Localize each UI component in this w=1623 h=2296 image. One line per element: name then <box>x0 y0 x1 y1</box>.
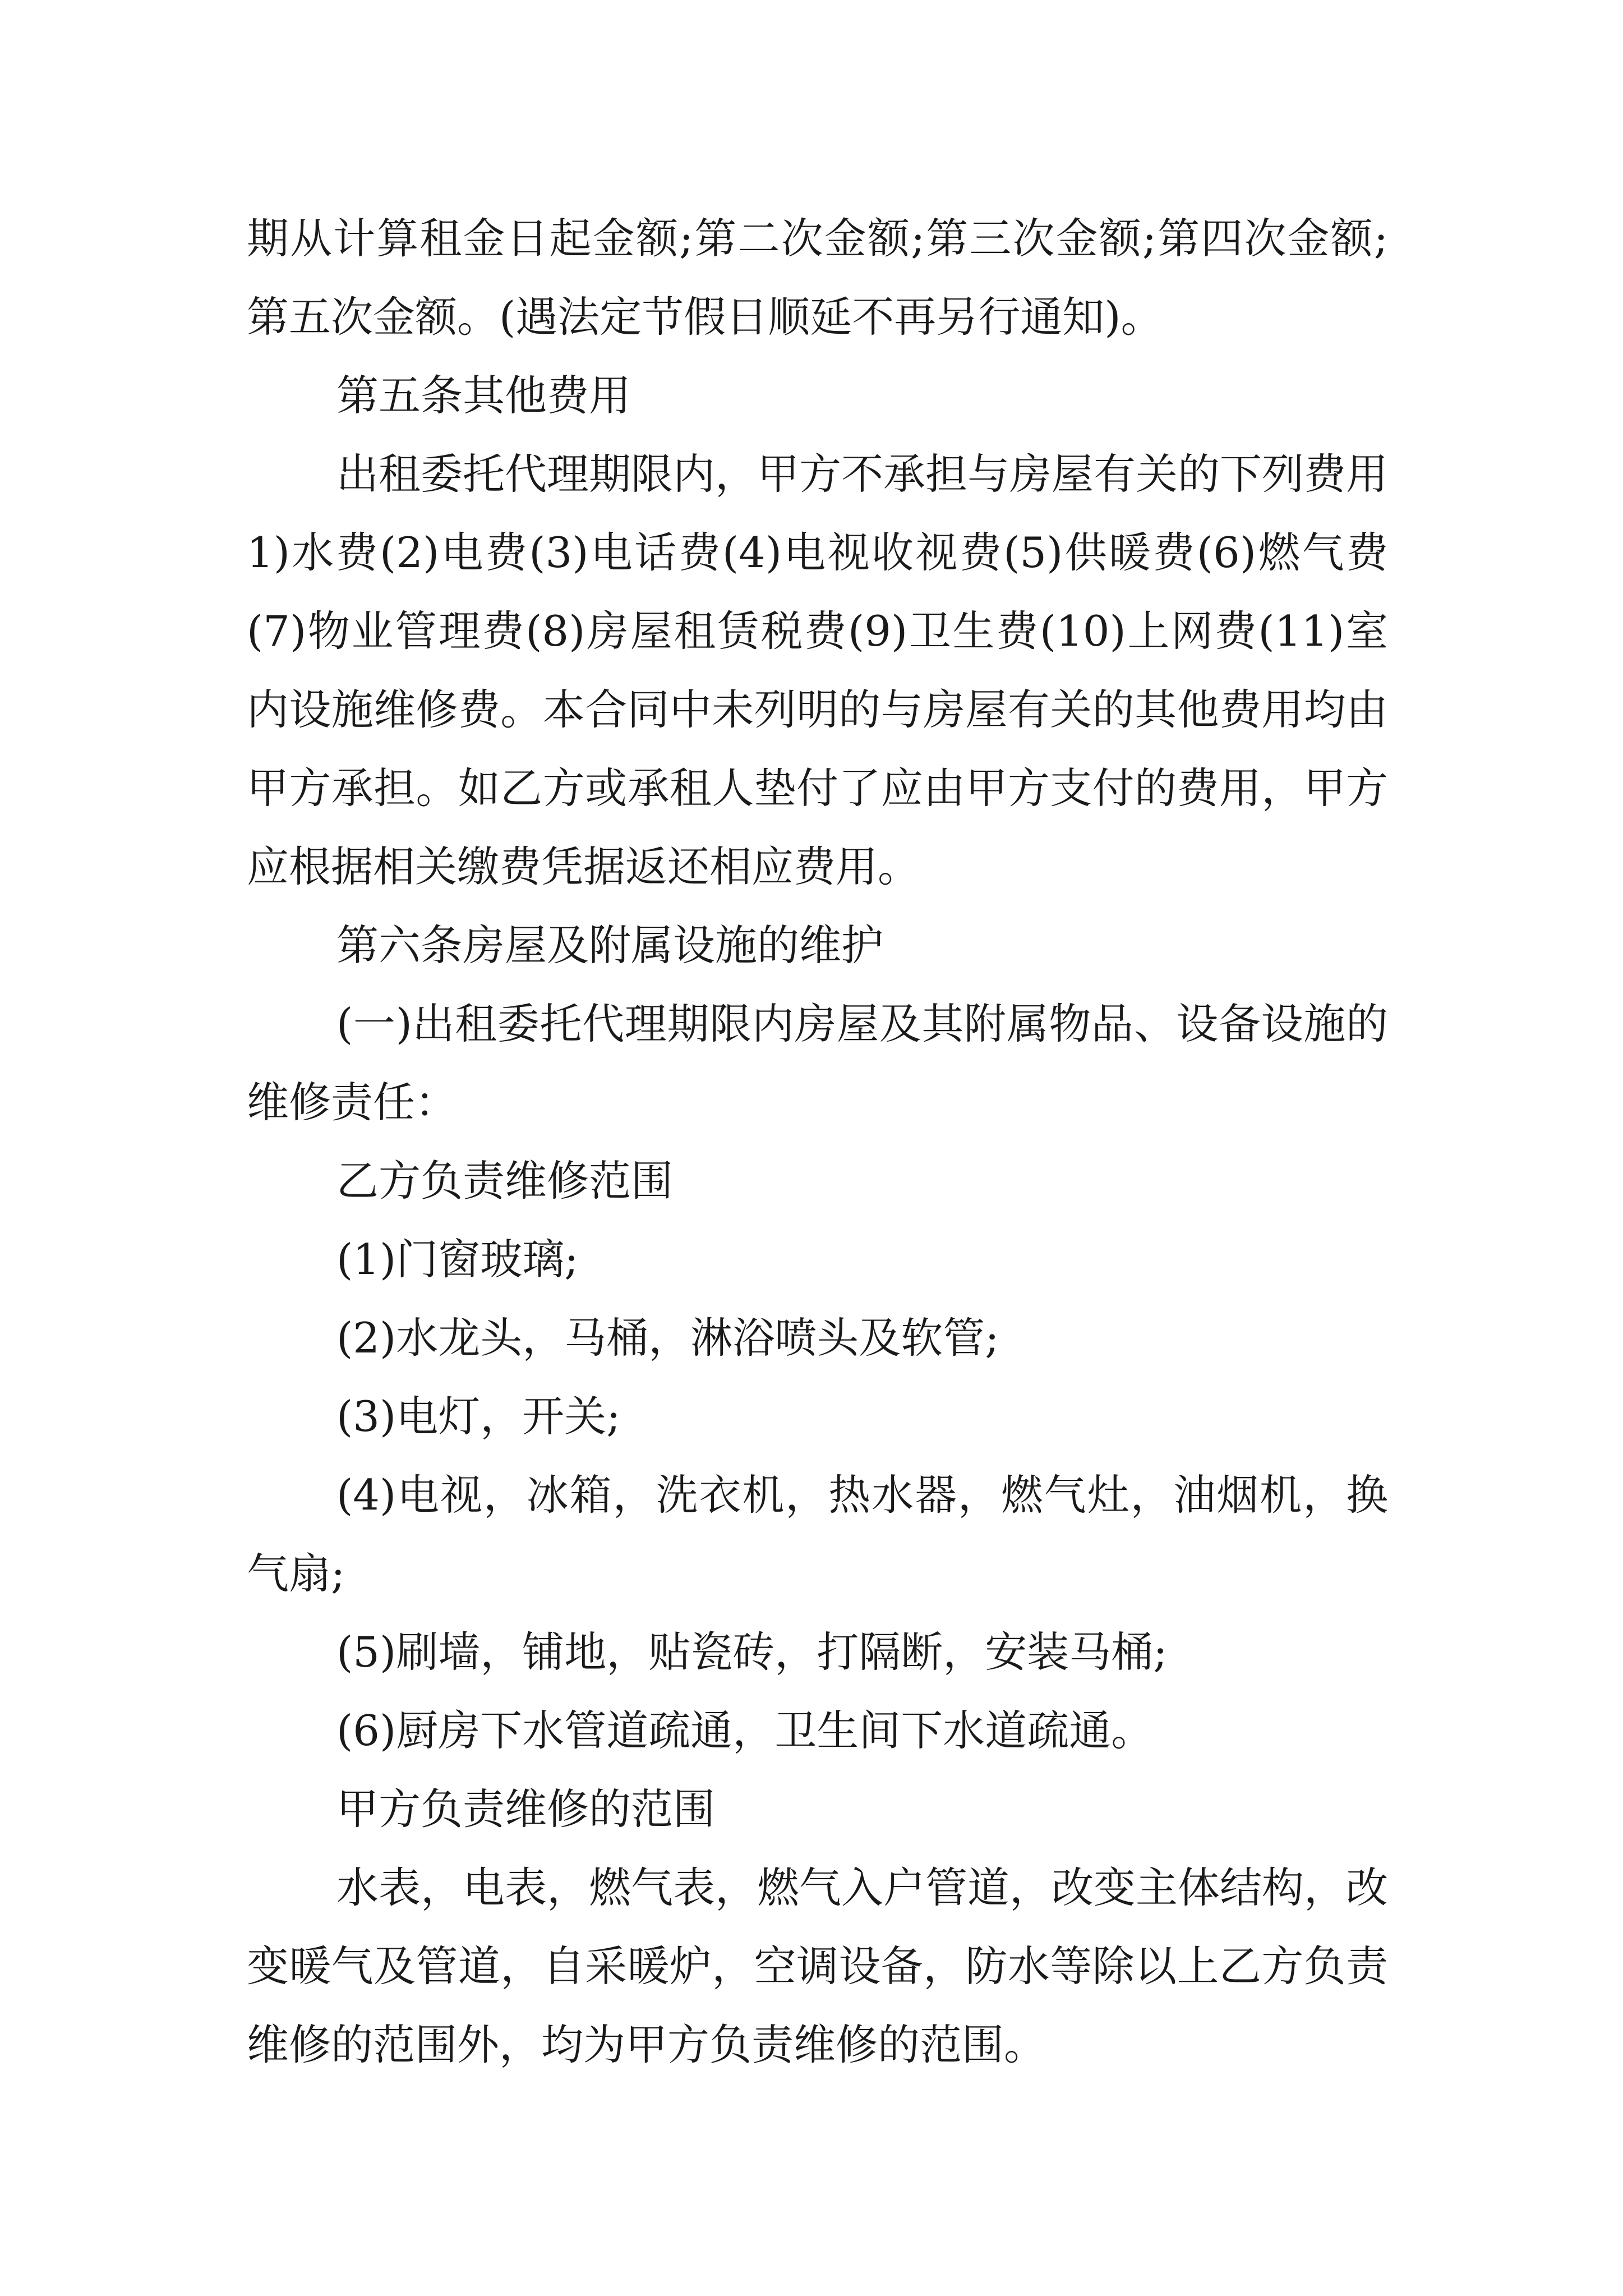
list-item: (1)门窗玻璃; <box>336 1235 579 1284</box>
list-item: (3)电灯，开关; <box>336 1392 621 1441</box>
subheading-party-b-scope: 乙方负责维修范围 <box>336 1156 674 1205</box>
paragraph-maintenance-responsibility: (一)出租委托代理期限内房屋及其附属物品、设备设施的维修责任： <box>247 999 1388 1127</box>
paragraph-payment-schedule: 期从计算租金日起金额;第二次金额;第三次金额;第四次金额;第五次金额。(遇法定节假日顺延不再另行通知)。 <box>247 214 1388 342</box>
article-5-heading: 第五条其他费用 <box>336 371 631 420</box>
article-6-heading: 第六条房屋及附属设施的维护 <box>336 921 884 970</box>
subheading-party-a-scope: 甲方负责维修的范围 <box>336 1784 716 1834</box>
paragraph-party-a-scope: 水表，电表，燃气表，燃气入户管道，改变主体结构，改变暖气及管道，自采暖炉，空调设备，防水等除以上乙方负责维修的范围外，均为甲方负责维修的范围。 <box>247 1863 1389 2069</box>
list-item: (5)刷墙，铺地，贴瓷砖，打隔断，安装马桶; <box>336 1627 1168 1677</box>
list-item: (2)水龙头，马桶，淋浴喷头及软管; <box>336 1313 999 1363</box>
list-item: (4)电视，冰箱，洗衣机，热水器，燃气灶，油烟机，换气扇; <box>247 1470 1388 1598</box>
list-item: (6)厨房下水管道疏通，卫生间下水道疏通。 <box>336 1706 1154 1755</box>
document-body <box>247 199 1388 2084</box>
paragraph-other-fees: 出租委托代理期限内，甲方不承担与房屋有关的下列费用 1)水费(2)电费(3)电话费(4)电视收视费(5)供暖费(6)燃气费(7)物业管理费(8)房屋租赁税费(9)卫生费(10)上网费(11)室内设施维修费。本合同中未列明的与房屋有关的其他费用均由甲方承担。如乙方或承租人垫付了应由甲方支付的费用，甲方应根据相关缴费凭据返还相应费用。 <box>247 449 1389 891</box>
